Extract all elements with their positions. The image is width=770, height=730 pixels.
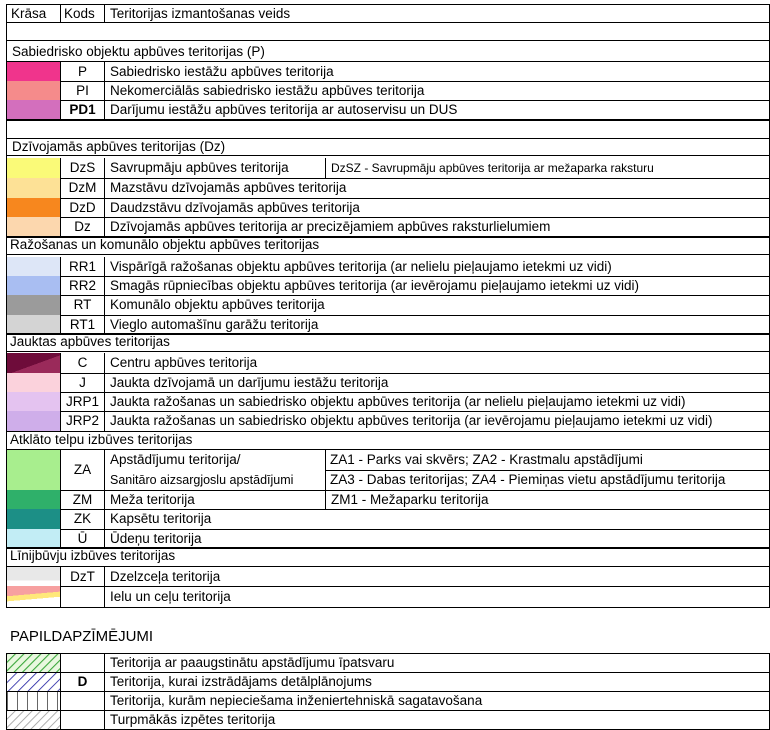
row-border	[6, 334, 770, 335]
row-description: Mazstāvu dzīvojamās apbūves teritorija	[110, 180, 347, 195]
row-border	[6, 691, 770, 692]
pattern-swatch	[7, 653, 60, 672]
column-divider	[60, 178, 61, 198]
group-border	[6, 120, 770, 121]
row-code: Dz	[74, 219, 91, 234]
group-border	[6, 155, 770, 156]
column-divider	[60, 158, 61, 178]
column-divider	[6, 691, 7, 710]
pattern-swatch	[7, 710, 60, 729]
group-border	[6, 236, 770, 237]
column-divider	[104, 158, 105, 178]
row-description: Savrupmāju apbūves teritorija	[110, 160, 289, 175]
extra-description: Teritorija, kurai izstrādājams detālplānojums	[110, 674, 372, 689]
row-description: Kapsētu teritorija	[110, 511, 212, 526]
column-divider	[60, 100, 61, 119]
column-divider	[104, 81, 105, 100]
row-divider	[325, 490, 326, 509]
group-border	[6, 138, 770, 139]
column-divider	[60, 490, 61, 509]
column-divider	[104, 586, 105, 607]
column-divider	[104, 490, 105, 509]
row-description: Apstādījumu teritorija/	[110, 452, 241, 467]
group-border	[6, 431, 770, 432]
color-swatch	[7, 529, 60, 548]
row-border	[6, 672, 770, 673]
color-swatch	[7, 373, 60, 392]
extra-description: Teritorija, kurām nepieciešama inženiertehniskā sagatavošana	[110, 693, 483, 708]
column-divider	[60, 62, 61, 81]
column-divider	[6, 653, 7, 672]
header-color: Krāsa	[11, 6, 47, 21]
row-code: RT	[73, 297, 92, 312]
color-swatch	[7, 295, 60, 315]
header-use: Teritorijas izmantošanas veids	[110, 6, 291, 21]
extra-code	[61, 710, 104, 729]
column-divider	[104, 509, 105, 529]
group-title-r: Ražošanas un komunālo objektu apbūves teritorijas	[10, 237, 320, 252]
column-divider	[104, 315, 105, 334]
color-swatch	[7, 509, 60, 529]
extra-description: Teritorija ar paaugstinātu apstādījumu īpatsvaru	[110, 655, 395, 670]
column-divider	[60, 411, 61, 431]
row-code: DzM	[68, 180, 97, 195]
column-divider	[104, 373, 105, 392]
color-swatch	[7, 411, 60, 431]
color-swatch	[7, 315, 60, 334]
column-divider	[60, 450, 61, 490]
row-code: P	[77, 64, 87, 79]
group-border	[6, 547, 770, 548]
row-subtype: ZA1 - Parks vai skvērs; ZA2 - Krastmalu apstādījumi	[330, 452, 643, 467]
column-divider	[6, 710, 7, 729]
column-divider	[60, 653, 61, 672]
column-divider	[60, 257, 61, 276]
row-description: Vieglo automašīnu garāžu teritorija	[110, 317, 319, 332]
column-divider	[104, 198, 105, 217]
row-description: Dzīvojamās apbūves teritorija ar precizējamiem apbūves raksturlielumiem	[110, 219, 551, 234]
color-swatch	[7, 392, 60, 411]
column-divider	[60, 509, 61, 529]
column-divider	[60, 691, 61, 710]
row-border	[6, 653, 770, 654]
group-title-p: Sabiedrisko objektu apbūves teritorijas (P)	[12, 44, 265, 59]
row-border	[6, 710, 770, 711]
column-divider	[104, 217, 105, 237]
row-code: Ū	[77, 531, 88, 546]
row-description: Jaukta dzīvojamā un darījumu iestāžu teritorija	[110, 375, 389, 390]
row-description-secondary: Sanitāro aizsargjoslu apstādījumi	[110, 473, 294, 487]
extra-code	[61, 691, 104, 710]
row-description: Daudzstāvu dzīvojamās apbūves teritorija	[110, 200, 360, 215]
row-code: JRP2	[65, 413, 99, 428]
pattern-swatch	[7, 691, 60, 710]
table-border	[6, 4, 7, 607]
column-divider	[104, 672, 105, 691]
color-swatch	[7, 567, 60, 586]
row-description: Vispārīgā ražošanas objektu apbūves teritorija (ar nelielu pieļaujamo ietekmi uz vidi)	[110, 259, 612, 274]
column-divider	[60, 710, 61, 729]
row-divider	[325, 158, 326, 178]
row-description: Ielu un ceļu teritorija	[110, 589, 231, 604]
column-divider	[104, 178, 105, 198]
group-title-l: Līnijbūvju izbūves teritorijas	[10, 548, 176, 563]
extra-description: Turpmākās izpētes teritorija	[110, 712, 276, 727]
extra-code	[61, 653, 104, 672]
row-code: DzT	[70, 569, 95, 584]
column-divider	[104, 450, 105, 490]
color-swatch	[7, 178, 60, 198]
color-swatch	[7, 490, 60, 509]
color-swatch	[7, 100, 60, 119]
column-divider	[104, 529, 105, 548]
column-divider	[104, 353, 105, 373]
color-swatch	[7, 586, 60, 607]
row-description: Darījumu iestāžu apbūves teritorija ar autoservisu un DUS	[110, 102, 458, 117]
column-divider	[104, 411, 105, 431]
column-divider	[104, 567, 105, 586]
color-swatch	[7, 257, 60, 276]
row-description: Meža teritorija	[110, 492, 195, 507]
row-description: Jaukta ražošanas un sabiedrisko objektu apbūves teritorija (ar ievērojamu pieļaujamo ietekmi uz vidi)	[110, 413, 713, 428]
column-divider	[60, 276, 61, 295]
row-description: Dzelzceļa teritorija	[110, 569, 221, 584]
color-swatch	[7, 353, 60, 373]
row-description: Jaukta ražošanas un sabiedrisko objektu apbūves teritorija (ar nelielu pieļaujamo ietekmi uz vidi)	[110, 394, 686, 409]
color-swatch	[7, 450, 60, 490]
group-border	[6, 566, 770, 567]
group-border	[6, 449, 770, 450]
group-title-dz: Dzīvojamās apbūves teritorijas (Dz)	[12, 139, 226, 154]
color-swatch	[7, 62, 60, 81]
extra-title: PAPILDAPZĪMĒJUMI	[10, 628, 154, 645]
column-divider	[60, 586, 61, 607]
row-border	[6, 237, 770, 238]
color-swatch	[7, 198, 60, 217]
column-divider	[104, 653, 105, 672]
row-code: J	[79, 375, 86, 390]
row-description: Ūdeņu teritorija	[110, 531, 202, 546]
header-code: Kods	[64, 6, 95, 21]
column-divider	[60, 567, 61, 586]
column-divider	[104, 276, 105, 295]
row-code: ZA	[73, 462, 92, 477]
row-subtype: ZA3 - Dabas teritorijas; ZA4 - Piemiņas vietu apstādījumu teritorija	[330, 472, 726, 487]
row-code: RR2	[68, 278, 96, 293]
row-description: Sabiedrisko iestāžu apbūves teritorija	[110, 64, 334, 79]
row-border	[6, 607, 770, 608]
column-divider	[104, 257, 105, 276]
group-border	[6, 333, 770, 334]
row-code: ZK	[73, 511, 92, 526]
row-code: RR1	[68, 259, 96, 274]
color-swatch	[7, 158, 60, 178]
row-code: C	[77, 355, 88, 370]
color-swatch	[7, 81, 60, 100]
color-swatch	[7, 217, 60, 237]
column-divider	[60, 672, 61, 691]
row-code: PI	[76, 83, 89, 98]
row-code: PD1	[69, 102, 96, 117]
column-divider	[6, 672, 7, 691]
column-divider	[60, 315, 61, 334]
column-divider	[104, 62, 105, 81]
column-divider	[104, 392, 105, 411]
column-divider	[60, 353, 61, 373]
row-code: RT1	[69, 317, 96, 332]
column-divider	[60, 81, 61, 100]
row-description: Komunālo objektu apbūves teritorija	[110, 297, 325, 312]
column-divider	[60, 217, 61, 237]
column-divider	[104, 100, 105, 119]
row-code: JRP1	[65, 394, 99, 409]
column-divider	[104, 691, 105, 710]
column-divider	[60, 198, 61, 217]
column-divider	[60, 373, 61, 392]
column-divider	[104, 710, 105, 729]
column-divider	[104, 295, 105, 315]
color-swatch	[7, 276, 60, 295]
row-code: ZM	[72, 492, 93, 507]
row-description: Nekomerciālās sabiedrisko iestāžu apbūves teritorija	[110, 83, 425, 98]
row-code	[61, 586, 104, 607]
group-border	[6, 254, 770, 255]
row-description: Smagās rūpniecības objektu apbūves teritorija (ar ievērojamu pieļaujamo ietekmi uz vidi)	[110, 278, 640, 293]
row-subtype: ZM1 - Mežaparku teritorija	[331, 492, 489, 507]
column-divider	[60, 392, 61, 411]
group-border	[6, 351, 770, 352]
row-border	[6, 548, 770, 549]
column-divider	[60, 295, 61, 315]
row-code: DzD	[69, 200, 96, 215]
row-description: Centru apbūves teritorija	[110, 355, 258, 370]
row-code: DzS	[69, 160, 96, 175]
group-title-j: Jauktas apbūves teritorijas	[10, 334, 170, 349]
row-subtype: DzSZ - Savrupmāju apbūves teritorija ar mežaparka raksturu	[331, 161, 654, 175]
group-title-z: Atklāto telpu izbūves teritorijas	[10, 432, 193, 447]
column-divider	[60, 529, 61, 548]
extra-code: D	[77, 674, 88, 689]
pattern-swatch	[7, 672, 60, 691]
